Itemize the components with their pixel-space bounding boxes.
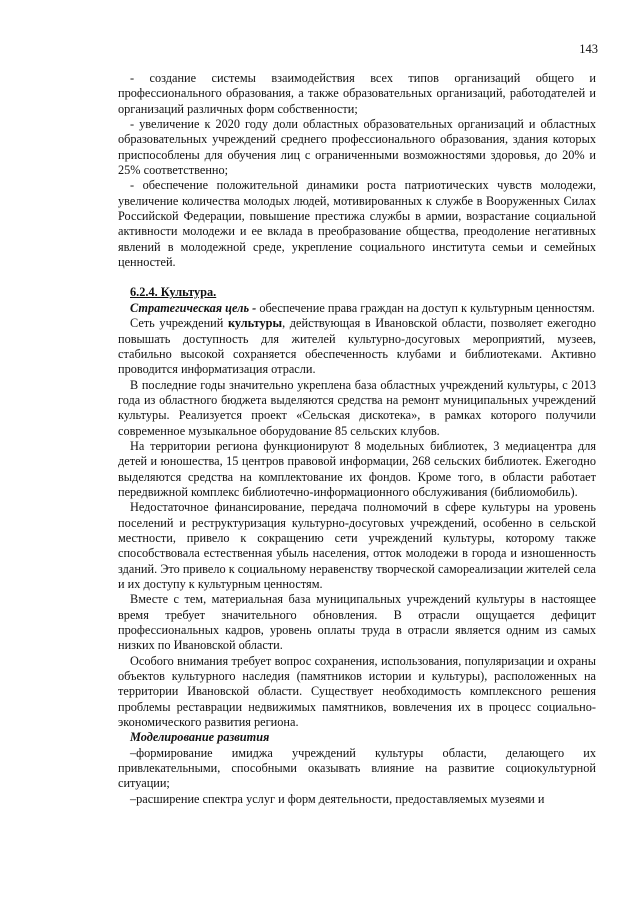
paragraph: На территории региона функционируют 8 модельных библиотек, 3 медиацентра для детей и юношества, 15 центров правовой информации, 268 сельских библиотек. Ежегодно выделяются средства на комплектование их фондов. Кроме того, в области работает передвижной комплекс библиотечно-информационного обслуживания (библиомобиль). <box>118 438 596 499</box>
document-body <box>118 71 596 807</box>
list-item: - обеспечение положительной динамики роста патриотических чувств молодежи, увеличение количества молодых людей, мотивированных к службе в Вооруженных Силах Российской Федерации, повышение престижа службы в армии, возрастание социальной активности молодежи и ее вклада в преобразование общества, преодоление негативных явлений в молодежной среде, укрепление социального института семьи и семейных ценностей. <box>118 178 596 270</box>
list-item: - увеличение к 2020 году доли областных образовательных организаций и областных образовательных учреждений среднего профессионального образования, здания которых приспособлены для обучения лиц с ограниченными возможностями здоровья, до 20% и 25% соответственно; <box>118 117 596 178</box>
list-item: - создание системы взаимодействия всех типов организаций общего и профессионального образования, а также образовательных организаций, работодателей и организаций различных форм собственности; <box>118 71 596 116</box>
paragraph: Вместе с тем, материальная база муниципальных учреждений культуры в настоящее время требует значительного обновления. В отрасли ощущается дефицит профессиональных кадров, уровень оплаты труда в отрасли является одним из самых низких по Ивановской области. <box>118 592 596 653</box>
goal-label: Стратегическая цель - <box>130 300 257 315</box>
paragraph: В последние годы значительно укреплена база областных учреждений культуры, с 2013 года из областного бюджета выделяются средства на ремонт муниципальных учреждений культуры. Реализуется проект «Сельская дискотека», в рамках которого получили современное музыкальное оборудование 85 сельских клубов. <box>118 377 596 438</box>
page-number: 143 <box>579 42 598 56</box>
list-item: –расширение спектра услуг и форм деятельности, предоставляемых музеями и <box>130 791 545 806</box>
section-heading: 6.2.4. Культура. <box>130 285 217 300</box>
strategic-goal-paragraph <box>118 301 596 316</box>
culture-network-paragraph <box>118 316 596 377</box>
list-item: –формирование имиджа учреждений культуры области, делающего их привлекательными, способными оказывать влияние на развитие социокультурной ситуации; <box>118 745 596 791</box>
modeling-heading: Моделирование развития <box>130 730 270 745</box>
network-text-start: Сеть учреждений <box>130 316 228 331</box>
network-text-bold: культуры <box>227 316 283 331</box>
goal-text: обеспечение права граждан на доступ к культурным ценностям. <box>256 300 595 315</box>
paragraph: Особого внимания требует вопрос сохранения, использования, популяризации и охраны объектов культурного наследия (памятников истории и культуры), расположенных на территории Ивановской области. Существует необходимость комплексного решения проблемы реставрации недвижимых памятников, вовлечения их в процесс социально-экономического развития региона. <box>118 653 596 730</box>
network-text-end: , действующая в Ивановской области, позволяет ежегодно повышать доступность для жителей культурно-досуговых мероприятий, музеев, стабильно высокой сохраняется обеспеченность клубами и библиотеками. Активно проводится информатизация отрасли. <box>118 316 596 377</box>
paragraph: Недостаточное финансирование, передача полномочий в сфере культуры на уровень поселений и реструктуризация культурно-досуговых учреждений, особенно в сельской местности, привело к сокращению сети учреждений культуры, которому также способствовала естественная убыль населения, отток молодежи в города и изношенность зданий. Это привело к социальному неравенству творческой самореализации жителей села и их доступу к культурным ценностям. <box>118 500 596 591</box>
